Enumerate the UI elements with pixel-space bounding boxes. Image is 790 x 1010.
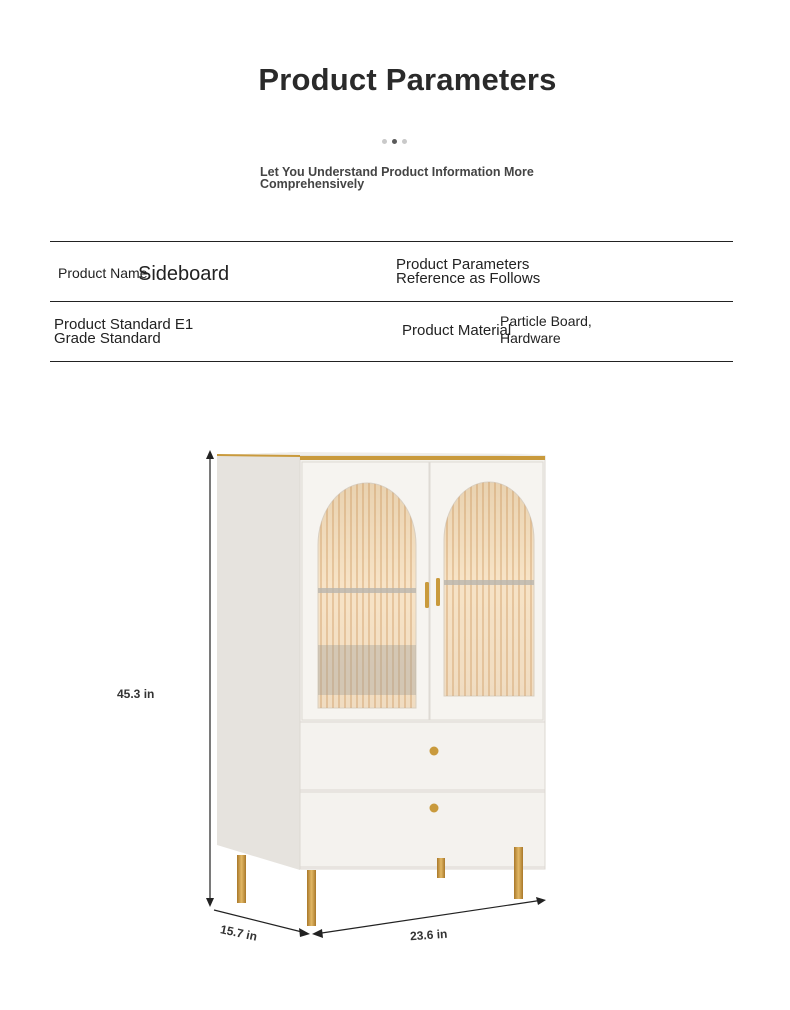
product-material-label: Product Material — [402, 322, 512, 339]
table-bottom-rule — [50, 361, 733, 362]
dot-icon — [382, 139, 387, 144]
table-middle-rule — [50, 301, 733, 302]
table-top-rule — [50, 241, 733, 242]
product-standard: Product Standard E1 Grade Standard — [54, 316, 194, 347]
parameters-reference-note: Product Parameters Reference as Follows — [396, 256, 541, 287]
dot-active-icon — [392, 139, 397, 144]
width-dimension: 23.6 in — [409, 926, 448, 944]
carousel-dots — [382, 139, 407, 144]
page-subtitle: Let You Understand Product Information More Comprehensively — [260, 165, 534, 191]
height-dimension: 45.3 in — [117, 687, 155, 701]
product-name-value: Sideboard — [138, 263, 230, 285]
depth-dimension: 15.7 in — [218, 922, 259, 944]
product-name-label: Product Name — [58, 265, 148, 281]
product-material-value: Particle Board, Hardware — [500, 313, 592, 346]
sideboard-image — [200, 440, 560, 950]
dot-icon — [402, 139, 407, 144]
page-title: Product Parameters — [258, 62, 557, 97]
